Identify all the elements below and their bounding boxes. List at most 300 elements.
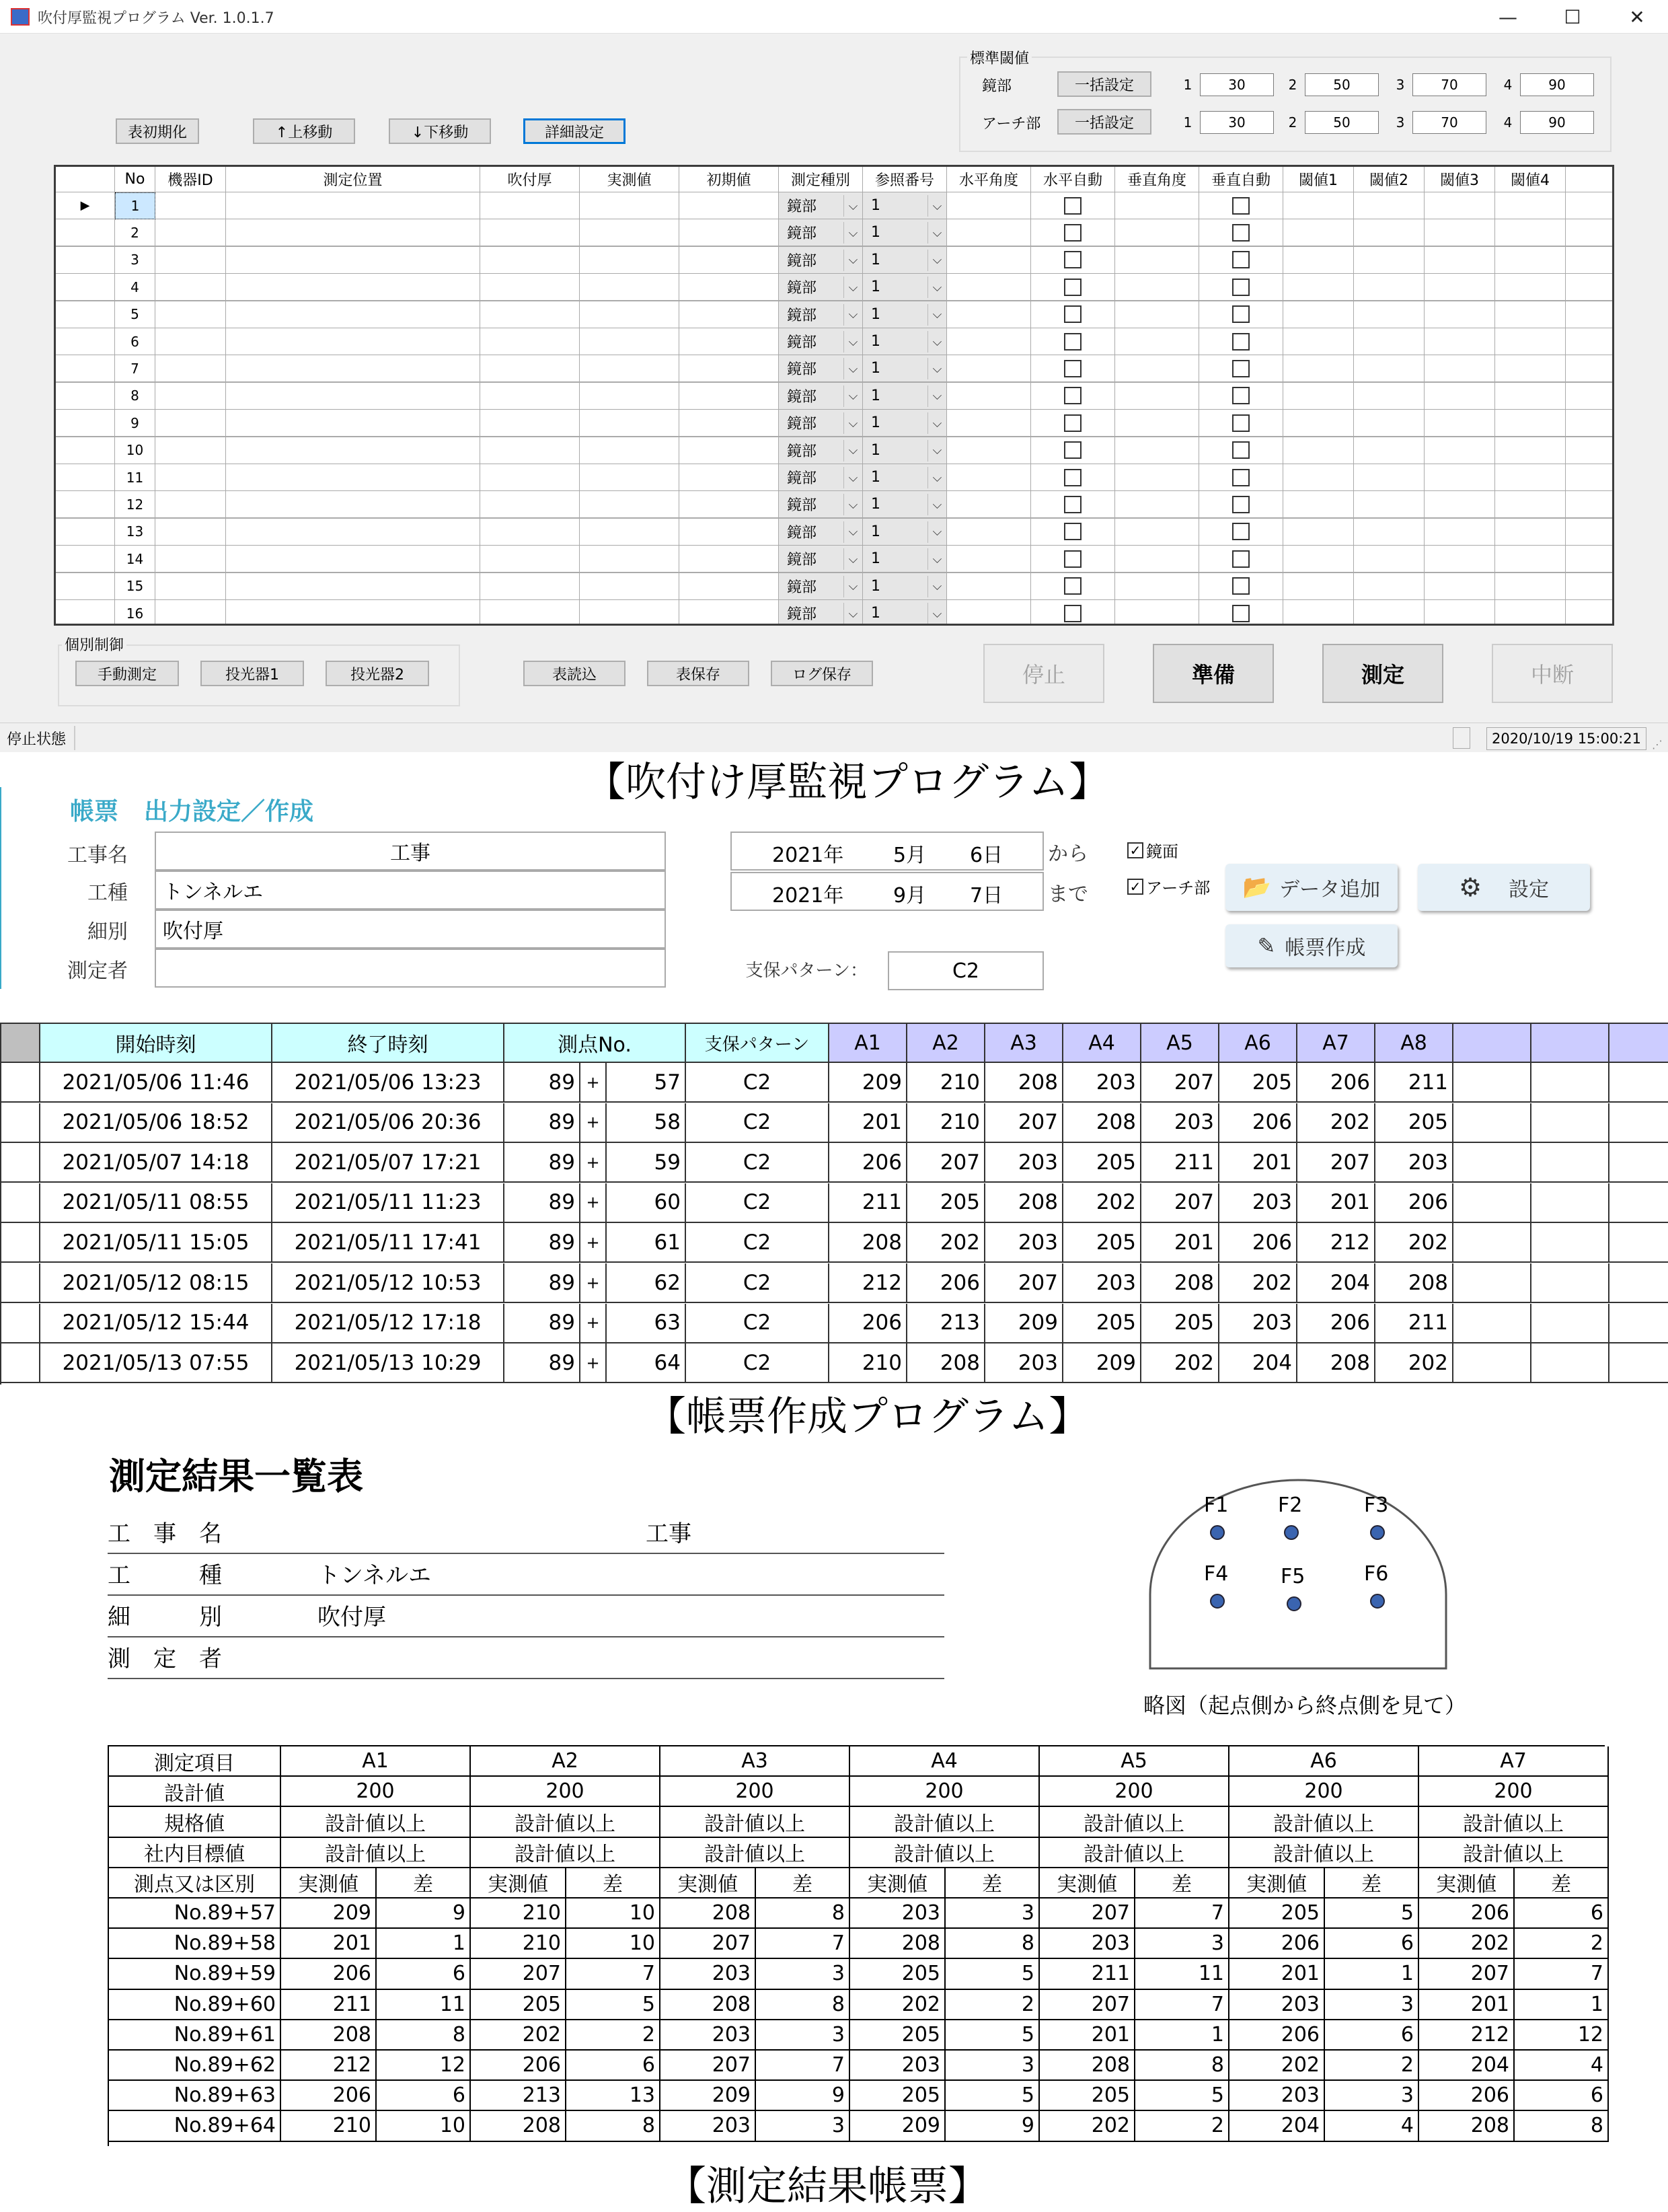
- grid-cell[interactable]: [1283, 219, 1354, 246]
- grid-cell[interactable]: [1031, 383, 1115, 410]
- move-down-button[interactable]: ↓下移動: [389, 118, 491, 144]
- maximize-icon[interactable]: ☐: [1564, 5, 1581, 28]
- grid-cell[interactable]: [1425, 410, 1495, 437]
- grid-cell[interactable]: [947, 328, 1031, 355]
- grid-cell[interactable]: [1283, 600, 1354, 626]
- grid-cell[interactable]: [1031, 519, 1115, 546]
- grid-cell[interactable]: [1425, 274, 1495, 301]
- grid-cell[interactable]: [480, 301, 580, 328]
- grid-cell[interactable]: [1283, 383, 1354, 410]
- grid-cell[interactable]: [1495, 301, 1566, 328]
- grid-cell[interactable]: [947, 491, 1031, 518]
- grid-cell[interactable]: [1283, 464, 1354, 491]
- checkbox[interactable]: [1232, 550, 1250, 568]
- grid-cell[interactable]: [1354, 219, 1425, 246]
- report-row-header[interactable]: [1, 1063, 40, 1103]
- grid-cell[interactable]: [1495, 247, 1566, 274]
- stop-button[interactable]: 停止: [983, 644, 1104, 703]
- grid-cell[interactable]: [1115, 600, 1199, 626]
- grid-cell[interactable]: [1425, 192, 1495, 219]
- grid-cell[interactable]: [1354, 301, 1425, 328]
- grid-cell[interactable]: [1115, 464, 1199, 491]
- threshold-value-input[interactable]: 70: [1412, 111, 1486, 134]
- checkbox[interactable]: [1232, 251, 1250, 268]
- grid-cell[interactable]: [155, 519, 226, 546]
- grid-cell[interactable]: [580, 546, 679, 573]
- table-load-button[interactable]: 表読込: [523, 661, 626, 686]
- grid-cell[interactable]: [1495, 491, 1566, 518]
- grid-cell[interactable]: [1425, 437, 1495, 464]
- checkbox[interactable]: [1064, 441, 1082, 459]
- grid-cell[interactable]: [155, 573, 226, 600]
- threshold-value-input[interactable]: 70: [1412, 73, 1486, 96]
- grid-cell[interactable]: [1425, 600, 1495, 626]
- grid-cell[interactable]: [947, 600, 1031, 626]
- grid-cell[interactable]: [1425, 219, 1495, 246]
- grid-cell[interactable]: [580, 464, 679, 491]
- checkbox[interactable]: [1064, 550, 1082, 568]
- grid-cell[interactable]: [1199, 464, 1283, 491]
- grid-cell[interactable]: [1199, 600, 1283, 626]
- resize-grip-icon[interactable]: ⋰: [1652, 738, 1663, 751]
- grid-cell[interactable]: [155, 274, 226, 301]
- grid-cell[interactable]: [1495, 219, 1566, 246]
- grid-cell[interactable]: [1495, 410, 1566, 437]
- checkbox[interactable]: [1232, 197, 1250, 215]
- grid-cell[interactable]: [1495, 192, 1566, 219]
- checkbox[interactable]: [1232, 469, 1250, 486]
- grid-cell[interactable]: [480, 519, 580, 546]
- grid-cell[interactable]: [1031, 491, 1115, 518]
- type-dropdown[interactable]: 鏡部 ⌵: [779, 247, 863, 274]
- grid-cell[interactable]: [1283, 355, 1354, 382]
- grid-cell[interactable]: [947, 464, 1031, 491]
- checkbox[interactable]: [1064, 496, 1082, 513]
- checkbox[interactable]: [1064, 224, 1082, 242]
- grid-cell[interactable]: [1031, 301, 1115, 328]
- grid-row-header[interactable]: [56, 573, 115, 600]
- grid-cell[interactable]: [155, 247, 226, 274]
- grid-cell[interactable]: [1425, 573, 1495, 600]
- grid-cell[interactable]: [580, 192, 679, 219]
- grid-cell[interactable]: [1354, 437, 1425, 464]
- grid-cell[interactable]: [1566, 301, 1613, 328]
- grid-cell[interactable]: [155, 437, 226, 464]
- grid-cell[interactable]: [1354, 519, 1425, 546]
- checkbox[interactable]: [1064, 279, 1082, 296]
- grid-cell[interactable]: [679, 328, 779, 355]
- grid-cell[interactable]: [1199, 219, 1283, 246]
- grid-cell[interactable]: [1283, 491, 1354, 518]
- grid-cell[interactable]: [1566, 573, 1613, 600]
- ref-dropdown[interactable]: 1 ⌵: [863, 437, 947, 464]
- grid-cell[interactable]: [226, 437, 480, 464]
- grid-cell[interactable]: [1495, 600, 1566, 626]
- checkbox[interactable]: [1232, 224, 1250, 242]
- grid-cell[interactable]: [1566, 410, 1613, 437]
- type-dropdown[interactable]: 鏡部 ⌵: [779, 192, 863, 219]
- grid-cell[interactable]: [1354, 491, 1425, 518]
- grid-cell[interactable]: [226, 247, 480, 274]
- grid-row-header[interactable]: [56, 274, 115, 301]
- type-dropdown[interactable]: 鏡部 ⌵: [779, 573, 863, 600]
- grid-cell[interactable]: [580, 437, 679, 464]
- detail-settings-button[interactable]: 詳細設定: [523, 118, 626, 144]
- checkbox[interactable]: [1232, 360, 1250, 377]
- date-from-field[interactable]: [730, 832, 1044, 871]
- report-row-header[interactable]: [1, 1183, 40, 1223]
- grid-cell[interactable]: [155, 328, 226, 355]
- grid-cell[interactable]: [1566, 355, 1613, 382]
- grid-cell[interactable]: [1031, 274, 1115, 301]
- measurer-field[interactable]: [155, 949, 666, 988]
- grid-cell[interactable]: [1495, 546, 1566, 573]
- grid-cell[interactable]: [480, 219, 580, 246]
- threshold-value-input[interactable]: 90: [1520, 73, 1594, 96]
- grid-cell[interactable]: [1425, 355, 1495, 382]
- settings-button[interactable]: [1418, 864, 1590, 911]
- grid-cell[interactable]: [679, 192, 779, 219]
- grid-cell[interactable]: [480, 491, 580, 518]
- grid-cell[interactable]: [226, 410, 480, 437]
- threshold-value-input[interactable]: 50: [1305, 111, 1379, 134]
- grid-cell[interactable]: [1283, 437, 1354, 464]
- grid-cell[interactable]: [155, 410, 226, 437]
- grid-cell[interactable]: [1566, 219, 1613, 246]
- grid-cell[interactable]: [480, 546, 580, 573]
- grid-cell[interactable]: [480, 437, 580, 464]
- grid-cell[interactable]: [1199, 355, 1283, 382]
- ref-dropdown[interactable]: 1 ⌵: [863, 464, 947, 491]
- grid-cell[interactable]: [1283, 546, 1354, 573]
- grid-row-header[interactable]: [56, 410, 115, 437]
- ref-dropdown[interactable]: 1 ⌵: [863, 192, 947, 219]
- grid-row-header[interactable]: [56, 464, 115, 491]
- report-row-header[interactable]: [1, 1343, 40, 1383]
- type-dropdown[interactable]: 鏡部 ⌵: [779, 546, 863, 573]
- grid-cell[interactable]: [947, 437, 1031, 464]
- grid-cell[interactable]: [1283, 328, 1354, 355]
- grid-cell[interactable]: [1566, 491, 1613, 518]
- grid-cell[interactable]: [1031, 600, 1115, 626]
- grid-cell[interactable]: [1354, 410, 1425, 437]
- checkbox[interactable]: [1064, 605, 1082, 622]
- type-dropdown[interactable]: 鏡部 ⌵: [779, 519, 863, 546]
- checkbox[interactable]: [1232, 414, 1250, 432]
- report-row-header[interactable]: [1, 1143, 40, 1183]
- grid-cell[interactable]: [1425, 464, 1495, 491]
- grid-row-header[interactable]: [56, 301, 115, 328]
- grid-cell[interactable]: [1566, 546, 1613, 573]
- grid-cell[interactable]: [1425, 328, 1495, 355]
- support-field[interactable]: C2: [888, 951, 1044, 990]
- ref-dropdown[interactable]: 1 ⌵: [863, 355, 947, 382]
- grid-cell[interactable]: [1199, 192, 1283, 219]
- grid-cell[interactable]: [580, 247, 679, 274]
- grid-cell[interactable]: [226, 355, 480, 382]
- grid-cell[interactable]: [947, 383, 1031, 410]
- face-checkbox[interactable]: [1127, 838, 1178, 862]
- grid-cell[interactable]: [1115, 192, 1199, 219]
- threshold-value-input[interactable]: 50: [1305, 73, 1379, 96]
- type-dropdown[interactable]: 鏡部 ⌵: [779, 328, 863, 355]
- grid-cell[interactable]: [679, 437, 779, 464]
- grid-cell[interactable]: [947, 247, 1031, 274]
- grid-cell[interactable]: [480, 464, 580, 491]
- threshold-value-input[interactable]: 90: [1520, 111, 1594, 134]
- checkbox[interactable]: [1232, 523, 1250, 540]
- grid-cell[interactable]: [155, 383, 226, 410]
- type-dropdown[interactable]: 鏡部 ⌵: [779, 383, 863, 410]
- grid-cell[interactable]: [1425, 546, 1495, 573]
- grid-cell[interactable]: [1566, 519, 1613, 546]
- grid-cell[interactable]: [947, 219, 1031, 246]
- report-row-header[interactable]: [1, 1103, 40, 1143]
- grid-cell[interactable]: [1354, 383, 1425, 410]
- grid-cell[interactable]: [1425, 519, 1495, 546]
- grid-cell[interactable]: [1031, 328, 1115, 355]
- minimize-icon[interactable]: —: [1499, 5, 1517, 28]
- log-save-button[interactable]: ログ保存: [771, 661, 873, 686]
- grid-cell[interactable]: [480, 410, 580, 437]
- grid-cell[interactable]: [1566, 600, 1613, 626]
- grid-cell[interactable]: [1495, 437, 1566, 464]
- threshold-value-input[interactable]: 30: [1200, 73, 1274, 96]
- type-dropdown[interactable]: 鏡部 ⌵: [779, 437, 863, 464]
- grid-row-header[interactable]: [56, 219, 115, 246]
- grid-cell[interactable]: [1425, 383, 1495, 410]
- checkbox[interactable]: [1232, 333, 1250, 351]
- ref-dropdown[interactable]: 1 ⌵: [863, 247, 947, 274]
- grid-cell[interactable]: [1199, 301, 1283, 328]
- checkbox[interactable]: [1232, 305, 1250, 323]
- grid-cell[interactable]: [1115, 355, 1199, 382]
- grid-cell[interactable]: [1199, 546, 1283, 573]
- grid-cell[interactable]: [1115, 491, 1199, 518]
- grid-cell[interactable]: [1425, 301, 1495, 328]
- grid-row-header[interactable]: [56, 491, 115, 518]
- grid-cell[interactable]: [580, 600, 679, 626]
- grid-cell[interactable]: [679, 301, 779, 328]
- checkbox[interactable]: [1064, 523, 1082, 540]
- grid-cell[interactable]: [1283, 274, 1354, 301]
- ref-dropdown[interactable]: 1 ⌵: [863, 274, 947, 301]
- grid-cell[interactable]: [1031, 410, 1115, 437]
- grid-cell[interactable]: [580, 274, 679, 301]
- grid-cell[interactable]: [155, 355, 226, 382]
- grid-cell[interactable]: [1115, 274, 1199, 301]
- grid-cell[interactable]: [1115, 519, 1199, 546]
- type-dropdown[interactable]: 鏡部 ⌵: [779, 600, 863, 626]
- grid-cell[interactable]: [1115, 546, 1199, 573]
- grid-cell[interactable]: [1566, 464, 1613, 491]
- checkbox[interactable]: [1232, 387, 1250, 404]
- grid-row-header[interactable]: [56, 355, 115, 382]
- grid-cell[interactable]: [947, 192, 1031, 219]
- grid-cell[interactable]: [155, 464, 226, 491]
- work-type-field[interactable]: トンネルエ: [155, 871, 666, 910]
- grid-cell[interactable]: [1495, 383, 1566, 410]
- measure-button[interactable]: 測定: [1322, 644, 1443, 703]
- grid-cell[interactable]: [679, 600, 779, 626]
- bulk-set-button[interactable]: 一括設定: [1057, 109, 1151, 135]
- grid-cell[interactable]: [679, 383, 779, 410]
- grid-cell[interactable]: [155, 301, 226, 328]
- move-up-button[interactable]: ↑上移動: [253, 118, 355, 144]
- grid-cell[interactable]: [1425, 247, 1495, 274]
- grid-cell[interactable]: [1199, 410, 1283, 437]
- checkbox[interactable]: [1232, 605, 1250, 622]
- checkbox[interactable]: [1232, 279, 1250, 296]
- ref-dropdown[interactable]: 1 ⌵: [863, 519, 947, 546]
- grid-cell[interactable]: [226, 491, 480, 518]
- grid-cell[interactable]: [1115, 383, 1199, 410]
- grid-cell[interactable]: [580, 491, 679, 518]
- type-dropdown[interactable]: 鏡部 ⌵: [779, 491, 863, 518]
- projector1-button[interactable]: 投光器1: [200, 661, 304, 686]
- grid-cell[interactable]: [580, 519, 679, 546]
- ref-dropdown[interactable]: 1 ⌵: [863, 383, 947, 410]
- grid-cell[interactable]: [947, 410, 1031, 437]
- grid-cell[interactable]: [1031, 437, 1115, 464]
- grid-cell[interactable]: [947, 546, 1031, 573]
- checkbox[interactable]: [1064, 305, 1082, 323]
- grid-cell[interactable]: [1115, 301, 1199, 328]
- checkbox[interactable]: [1064, 414, 1082, 432]
- table-init-button[interactable]: 表初期化: [116, 118, 199, 144]
- grid-cell[interactable]: [1495, 519, 1566, 546]
- grid-cell[interactable]: [1566, 328, 1613, 355]
- grid-cell[interactable]: [1031, 247, 1115, 274]
- grid-row-header[interactable]: [56, 247, 115, 274]
- grid-cell[interactable]: [679, 274, 779, 301]
- grid-cell[interactable]: [580, 355, 679, 382]
- grid-cell[interactable]: [580, 301, 679, 328]
- grid-cell[interactable]: [1031, 219, 1115, 246]
- ref-dropdown[interactable]: 1 ⌵: [863, 600, 947, 626]
- date-to-field[interactable]: [730, 872, 1044, 911]
- checkbox[interactable]: [1064, 251, 1082, 268]
- make-report-button[interactable]: [1225, 924, 1398, 967]
- grid-cell[interactable]: [480, 274, 580, 301]
- checkbox[interactable]: [1232, 577, 1250, 595]
- grid-cell[interactable]: [1354, 355, 1425, 382]
- report-row-header[interactable]: [1, 1263, 40, 1303]
- grid-row-header[interactable]: [56, 192, 115, 219]
- checkbox[interactable]: [1064, 387, 1082, 404]
- grid-cell[interactable]: [1566, 383, 1613, 410]
- checkbox[interactable]: [1064, 197, 1082, 215]
- grid-cell[interactable]: [226, 383, 480, 410]
- grid-row-header[interactable]: [56, 600, 115, 626]
- grid-cell[interactable]: [679, 519, 779, 546]
- device-grid[interactable]: [54, 165, 1614, 626]
- grid-cell[interactable]: [480, 355, 580, 382]
- grid-cell[interactable]: [1566, 274, 1613, 301]
- grid-cell[interactable]: [1199, 573, 1283, 600]
- abort-button[interactable]: 中断: [1492, 644, 1613, 703]
- grid-cell[interactable]: [947, 301, 1031, 328]
- grid-cell[interactable]: [1495, 274, 1566, 301]
- grid-cell[interactable]: [480, 573, 580, 600]
- grid-cell[interactable]: [226, 274, 480, 301]
- grid-cell[interactable]: [1283, 247, 1354, 274]
- type-dropdown[interactable]: 鏡部 ⌵: [779, 219, 863, 246]
- grid-cell[interactable]: [1115, 437, 1199, 464]
- grid-cell[interactable]: [1283, 301, 1354, 328]
- grid-cell[interactable]: [1199, 491, 1283, 518]
- type-dropdown[interactable]: 鏡部 ⌵: [779, 464, 863, 491]
- ref-dropdown[interactable]: 1 ⌵: [863, 328, 947, 355]
- grid-cell[interactable]: [1495, 573, 1566, 600]
- grid-cell[interactable]: [1354, 192, 1425, 219]
- grid-cell[interactable]: [1354, 546, 1425, 573]
- grid-cell[interactable]: [226, 301, 480, 328]
- grid-cell[interactable]: [679, 219, 779, 246]
- grid-cell[interactable]: [1031, 355, 1115, 382]
- checkbox[interactable]: [1064, 360, 1082, 377]
- grid-cell[interactable]: [155, 192, 226, 219]
- type-dropdown[interactable]: 鏡部 ⌵: [779, 274, 863, 301]
- projector2-button[interactable]: 投光器2: [326, 661, 429, 686]
- type-dropdown[interactable]: 鏡部 ⌵: [779, 301, 863, 328]
- grid-cell[interactable]: [1283, 573, 1354, 600]
- grid-row-header[interactable]: [56, 546, 115, 573]
- ref-dropdown[interactable]: 1 ⌵: [863, 301, 947, 328]
- grid-cell[interactable]: [1199, 274, 1283, 301]
- grid-cell[interactable]: [155, 219, 226, 246]
- grid-cell[interactable]: [1495, 464, 1566, 491]
- grid-cell[interactable]: [1115, 410, 1199, 437]
- ref-dropdown[interactable]: 1 ⌵: [863, 410, 947, 437]
- ref-dropdown[interactable]: 1 ⌵: [863, 491, 947, 518]
- grid-row-header[interactable]: [56, 519, 115, 546]
- grid-row-header[interactable]: [56, 328, 115, 355]
- grid-cell[interactable]: [480, 383, 580, 410]
- grid-cell[interactable]: [1199, 247, 1283, 274]
- grid-cell[interactable]: [1283, 192, 1354, 219]
- grid-cell[interactable]: [679, 410, 779, 437]
- checkbox[interactable]: [1232, 496, 1250, 513]
- bulk-set-button[interactable]: 一括設定: [1057, 71, 1151, 97]
- add-data-button[interactable]: [1225, 864, 1398, 911]
- grid-cell[interactable]: [1425, 491, 1495, 518]
- threshold-value-input[interactable]: 30: [1200, 111, 1274, 134]
- grid-cell[interactable]: [580, 383, 679, 410]
- checkbox[interactable]: [1064, 577, 1082, 595]
- type-dropdown[interactable]: 鏡部 ⌵: [779, 355, 863, 382]
- grid-cell[interactable]: [1283, 519, 1354, 546]
- grid-cell[interactable]: [226, 600, 480, 626]
- manual-measure-button[interactable]: 手動測定: [75, 661, 179, 686]
- grid-cell[interactable]: [1031, 464, 1115, 491]
- grid-cell[interactable]: [679, 546, 779, 573]
- grid-cell[interactable]: [1199, 519, 1283, 546]
- grid-cell[interactable]: [1031, 192, 1115, 219]
- grid-cell[interactable]: [679, 573, 779, 600]
- ref-dropdown[interactable]: 1 ⌵: [863, 573, 947, 600]
- grid-cell[interactable]: [226, 519, 480, 546]
- grid-cell[interactable]: [580, 573, 679, 600]
- grid-cell[interactable]: [1354, 600, 1425, 626]
- grid-cell[interactable]: [226, 328, 480, 355]
- grid-cell[interactable]: [679, 491, 779, 518]
- checkbox[interactable]: [1064, 333, 1082, 351]
- checkbox[interactable]: [1064, 469, 1082, 486]
- grid-cell[interactable]: [1354, 274, 1425, 301]
- report-row-header[interactable]: [1, 1223, 40, 1263]
- grid-cell[interactable]: [679, 355, 779, 382]
